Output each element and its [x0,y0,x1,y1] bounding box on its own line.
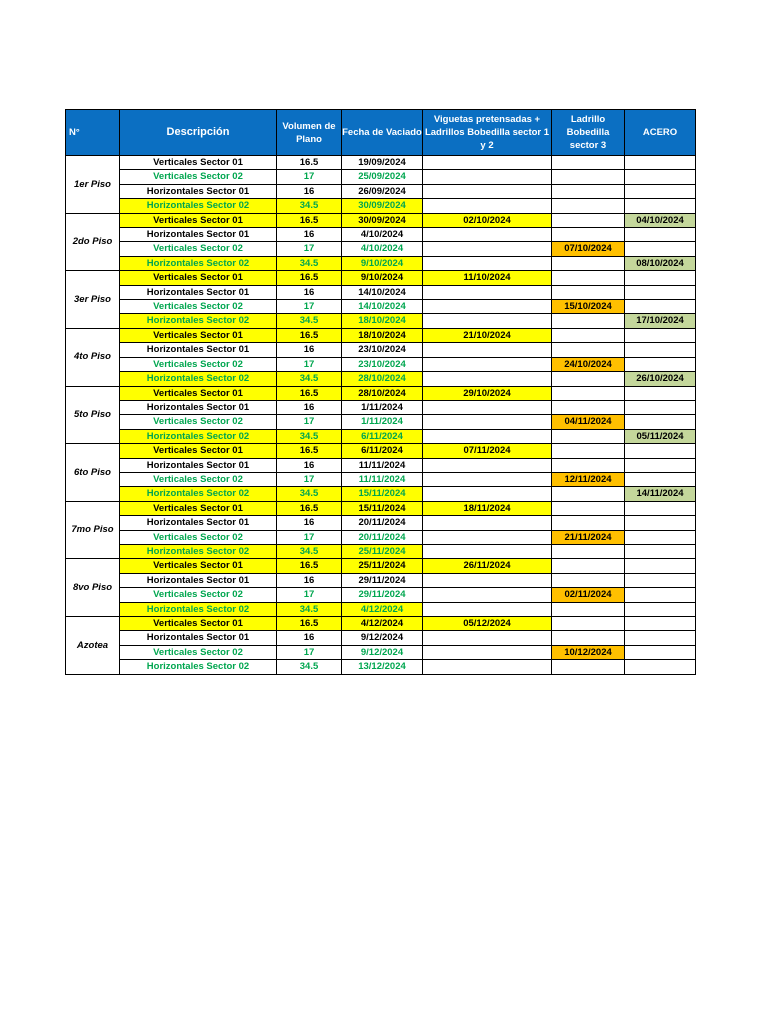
volume-cell: 16.5 [277,386,342,400]
pour-date-cell: 19/09/2024 [342,156,423,170]
acero-cell [625,228,696,242]
acero-cell [625,343,696,357]
volume-cell: 16.5 [277,444,342,458]
floor-label: 2do Piso [66,213,120,271]
acero-cell [625,199,696,213]
ladrillo-cell [552,559,625,573]
table-row [66,573,696,587]
volume-cell: 16 [277,458,342,472]
ladrillo-cell: 07/10/2024 [552,242,625,256]
ladrillo-cell [552,256,625,270]
viguetas-cell [423,256,552,270]
description-cell: Verticales Sector 01 [120,617,277,631]
description-cell: Horizontales Sector 02 [120,256,277,270]
volume-cell: 16 [277,400,342,414]
viguetas-cell [423,300,552,314]
viguetas-cell [423,285,552,299]
volume-cell: 34.5 [277,544,342,558]
pour-date-cell: 9/12/2024 [342,645,423,659]
volume-cell: 17 [277,588,342,602]
acero-cell [625,156,696,170]
table-row [66,444,696,458]
volume-cell: 16 [277,228,342,242]
floor-label: 1er Piso [66,156,120,214]
pour-date-cell: 25/11/2024 [342,559,423,573]
acero-cell [625,328,696,342]
table-row [66,213,696,227]
volume-cell: 34.5 [277,314,342,328]
description-cell: Horizontales Sector 01 [120,631,277,645]
pour-date-cell: 1/11/2024 [342,400,423,414]
table-row [66,400,696,414]
viguetas-cell [423,458,552,472]
viguetas-cell [423,199,552,213]
volume-cell: 34.5 [277,487,342,501]
ladrillo-cell: 24/10/2024 [552,357,625,371]
volume-cell: 34.5 [277,199,342,213]
table-row [66,242,696,256]
acero-cell: 08/10/2024 [625,256,696,270]
table-row [66,300,696,314]
viguetas-cell [423,487,552,501]
pour-date-cell: 29/11/2024 [342,588,423,602]
viguetas-cell: 07/11/2024 [423,444,552,458]
table-row [66,314,696,328]
viguetas-cell [423,184,552,198]
description-cell: Verticales Sector 02 [120,357,277,371]
acero-cell [625,400,696,414]
table-row [66,386,696,400]
table-row [66,602,696,616]
description-cell: Horizontales Sector 02 [120,429,277,443]
volume-cell: 17 [277,300,342,314]
viguetas-cell: 11/10/2024 [423,271,552,285]
acero-cell [625,444,696,458]
ladrillo-cell [552,156,625,170]
acero-cell: 14/11/2024 [625,487,696,501]
volume-cell: 16.5 [277,617,342,631]
header-row [66,110,696,156]
description-cell: Verticales Sector 01 [120,444,277,458]
viguetas-cell [423,415,552,429]
description-cell: Verticales Sector 02 [120,472,277,486]
table-row [66,228,696,242]
acero-cell [625,300,696,314]
acero-cell [625,184,696,198]
table-row [66,372,696,386]
pour-date-cell: 20/11/2024 [342,530,423,544]
pour-date-cell: 6/11/2024 [342,444,423,458]
ladrillo-cell [552,631,625,645]
acero-cell [625,415,696,429]
viguetas-cell [423,573,552,587]
viguetas-cell [423,372,552,386]
volume-cell: 17 [277,170,342,184]
description-cell: Horizontales Sector 02 [120,487,277,501]
volume-cell: 16 [277,516,342,530]
ladrillo-cell [552,400,625,414]
description-cell: Verticales Sector 01 [120,559,277,573]
acero-cell [625,458,696,472]
acero-cell [625,501,696,515]
pour-date-cell: 13/12/2024 [342,660,423,674]
description-cell: Horizontales Sector 02 [120,372,277,386]
table-row [66,343,696,357]
viguetas-cell: 05/12/2024 [423,617,552,631]
viguetas-cell [423,228,552,242]
ladrillo-cell: 15/10/2024 [552,300,625,314]
pour-date-cell: 30/09/2024 [342,213,423,227]
floor-label: 7mo Piso [66,501,120,559]
viguetas-cell [423,530,552,544]
header-viguetas: Viguetas pretensadas + Ladrillos Bobedilla sector 1 y 2 [423,110,552,156]
viguetas-cell [423,516,552,530]
ladrillo-cell [552,285,625,299]
ladrillo-cell [552,271,625,285]
ladrillo-cell [552,199,625,213]
pour-date-cell: 14/10/2024 [342,285,423,299]
volume-cell: 16 [277,285,342,299]
description-cell: Verticales Sector 01 [120,271,277,285]
ladrillo-cell: 10/12/2024 [552,645,625,659]
description-cell: Horizontales Sector 01 [120,228,277,242]
pour-date-cell: 9/10/2024 [342,256,423,270]
ladrillo-cell [552,213,625,227]
ladrillo-cell: 04/11/2024 [552,415,625,429]
volume-cell: 17 [277,357,342,371]
table-row [66,544,696,558]
ladrillo-cell [552,170,625,184]
volume-cell: 34.5 [277,372,342,386]
acero-cell [625,588,696,602]
volume-cell: 16.5 [277,213,342,227]
pour-date-cell: 29/11/2024 [342,573,423,587]
viguetas-cell [423,429,552,443]
table-row [66,617,696,631]
table-row [66,660,696,674]
floor-label: 5to Piso [66,386,120,444]
volume-cell: 16.5 [277,328,342,342]
floor-label: 6to Piso [66,444,120,502]
ladrillo-cell [552,228,625,242]
header-num: N° [66,110,120,156]
acero-cell [625,285,696,299]
schedule-table [65,109,696,675]
volume-cell: 16 [277,343,342,357]
pour-date-cell: 26/09/2024 [342,184,423,198]
ladrillo-cell [552,343,625,357]
viguetas-cell [423,400,552,414]
description-cell: Verticales Sector 02 [120,645,277,659]
ladrillo-cell: 02/11/2024 [552,588,625,602]
viguetas-cell [423,544,552,558]
description-cell: Horizontales Sector 01 [120,516,277,530]
pour-date-cell: 4/10/2024 [342,228,423,242]
description-cell: Horizontales Sector 02 [120,199,277,213]
table-row [66,501,696,515]
acero-cell [625,271,696,285]
volume-cell: 17 [277,530,342,544]
acero-cell [625,660,696,674]
table-row [66,156,696,170]
pour-date-cell: 30/09/2024 [342,199,423,213]
acero-cell [625,357,696,371]
viguetas-cell [423,242,552,256]
acero-cell: 26/10/2024 [625,372,696,386]
viguetas-cell: 26/11/2024 [423,559,552,573]
table-row [66,559,696,573]
description-cell: Horizontales Sector 01 [120,573,277,587]
table-row [66,271,696,285]
volume-cell: 16 [277,184,342,198]
volume-cell: 16.5 [277,559,342,573]
ladrillo-cell [552,458,625,472]
header-acero: ACERO [625,110,696,156]
table-row [66,645,696,659]
ladrillo-cell [552,617,625,631]
table-row [66,472,696,486]
viguetas-cell: 29/10/2024 [423,386,552,400]
ladrillo-cell [552,444,625,458]
viguetas-cell: 18/11/2024 [423,501,552,515]
description-cell: Verticales Sector 01 [120,386,277,400]
ladrillo-cell [552,386,625,400]
ladrillo-cell [552,429,625,443]
description-cell: Verticales Sector 02 [120,415,277,429]
viguetas-cell [423,357,552,371]
description-cell: Verticales Sector 01 [120,213,277,227]
acero-cell [625,645,696,659]
description-cell: Horizontales Sector 02 [120,314,277,328]
floor-label: 3er Piso [66,271,120,329]
acero-cell: 17/10/2024 [625,314,696,328]
description-cell: Verticales Sector 02 [120,242,277,256]
viguetas-cell: 02/10/2024 [423,213,552,227]
pour-date-cell: 28/10/2024 [342,386,423,400]
volume-cell: 16.5 [277,156,342,170]
schedule-body [66,156,696,675]
table-row [66,487,696,501]
pour-date-cell: 4/12/2024 [342,617,423,631]
ladrillo-cell [552,314,625,328]
volume-cell: 16.5 [277,501,342,515]
acero-cell [625,617,696,631]
table-row [66,429,696,443]
table-row [66,516,696,530]
pour-date-cell: 18/10/2024 [342,328,423,342]
pour-date-cell: 11/11/2024 [342,458,423,472]
acero-cell [625,242,696,256]
acero-cell [625,573,696,587]
pour-date-cell: 14/10/2024 [342,300,423,314]
description-cell: Verticales Sector 02 [120,530,277,544]
pour-date-cell: 11/11/2024 [342,472,423,486]
viguetas-cell [423,156,552,170]
ladrillo-cell: 21/11/2024 [552,530,625,544]
description-cell: Horizontales Sector 02 [120,544,277,558]
ladrillo-cell [552,573,625,587]
table-row [66,170,696,184]
table-row [66,285,696,299]
description-cell: Verticales Sector 02 [120,300,277,314]
viguetas-cell [423,660,552,674]
pour-date-cell: 15/11/2024 [342,501,423,515]
ladrillo-cell [552,602,625,616]
pour-date-cell: 4/10/2024 [342,242,423,256]
volume-cell: 34.5 [277,660,342,674]
acero-cell [625,602,696,616]
volume-cell: 34.5 [277,429,342,443]
header-fecha: Fecha de Vaciado [342,110,423,156]
volume-cell: 16 [277,631,342,645]
acero-cell [625,530,696,544]
acero-cell [625,516,696,530]
description-cell: Verticales Sector 01 [120,501,277,515]
viguetas-cell [423,602,552,616]
volume-cell: 16 [277,573,342,587]
acero-cell [625,559,696,573]
acero-cell: 04/10/2024 [625,213,696,227]
pour-date-cell: 1/11/2024 [342,415,423,429]
description-cell: Horizontales Sector 01 [120,285,277,299]
description-cell: Verticales Sector 02 [120,170,277,184]
table-row [66,530,696,544]
description-cell: Horizontales Sector 01 [120,343,277,357]
pour-date-cell: 23/10/2024 [342,357,423,371]
table-row [66,357,696,371]
pour-date-cell: 9/10/2024 [342,271,423,285]
pour-date-cell: 28/10/2024 [342,372,423,386]
ladrillo-cell [552,544,625,558]
floor-label: 8vo Piso [66,559,120,617]
table-row [66,458,696,472]
viguetas-cell [423,170,552,184]
description-cell: Verticales Sector 01 [120,156,277,170]
ladrillo-cell [552,501,625,515]
description-cell: Horizontales Sector 02 [120,602,277,616]
pour-date-cell: 25/09/2024 [342,170,423,184]
ladrillo-cell [552,487,625,501]
pour-date-cell: 6/11/2024 [342,429,423,443]
description-cell: Horizontales Sector 01 [120,400,277,414]
volume-cell: 34.5 [277,256,342,270]
ladrillo-cell [552,372,625,386]
viguetas-cell [423,588,552,602]
acero-cell [625,170,696,184]
ladrillo-cell [552,660,625,674]
pour-date-cell: 25/11/2024 [342,544,423,558]
pour-date-cell: 20/11/2024 [342,516,423,530]
floor-label: Azotea [66,617,120,675]
acero-cell [625,631,696,645]
floor-label: 4to Piso [66,328,120,386]
header-ladrillo: Ladrillo Bobedilla sector 3 [552,110,625,156]
ladrillo-cell: 12/11/2024 [552,472,625,486]
table-row [66,256,696,270]
viguetas-cell [423,314,552,328]
volume-cell: 17 [277,415,342,429]
pour-date-cell: 15/11/2024 [342,487,423,501]
acero-cell: 05/11/2024 [625,429,696,443]
acero-cell [625,386,696,400]
ladrillo-cell [552,328,625,342]
volume-cell: 17 [277,472,342,486]
table-row [66,328,696,342]
table-row [66,415,696,429]
volume-cell: 16.5 [277,271,342,285]
acero-cell [625,472,696,486]
viguetas-cell [423,472,552,486]
ladrillo-cell [552,184,625,198]
table-row [66,184,696,198]
volume-cell: 17 [277,645,342,659]
pour-date-cell: 18/10/2024 [342,314,423,328]
description-cell: Horizontales Sector 01 [120,458,277,472]
table-row [66,199,696,213]
description-cell: Horizontales Sector 02 [120,660,277,674]
description-cell: Horizontales Sector 01 [120,184,277,198]
viguetas-cell [423,631,552,645]
pour-date-cell: 23/10/2024 [342,343,423,357]
viguetas-cell [423,343,552,357]
viguetas-cell [423,645,552,659]
acero-cell [625,544,696,558]
table-row [66,588,696,602]
viguetas-cell: 21/10/2024 [423,328,552,342]
description-cell: Verticales Sector 02 [120,588,277,602]
header-volumen: Volumen de Plano [277,110,342,156]
volume-cell: 17 [277,242,342,256]
table-row [66,631,696,645]
pour-date-cell: 4/12/2024 [342,602,423,616]
ladrillo-cell [552,516,625,530]
pour-date-cell: 9/12/2024 [342,631,423,645]
header-descripcion: Descripción [120,110,277,156]
volume-cell: 34.5 [277,602,342,616]
description-cell: Verticales Sector 01 [120,328,277,342]
